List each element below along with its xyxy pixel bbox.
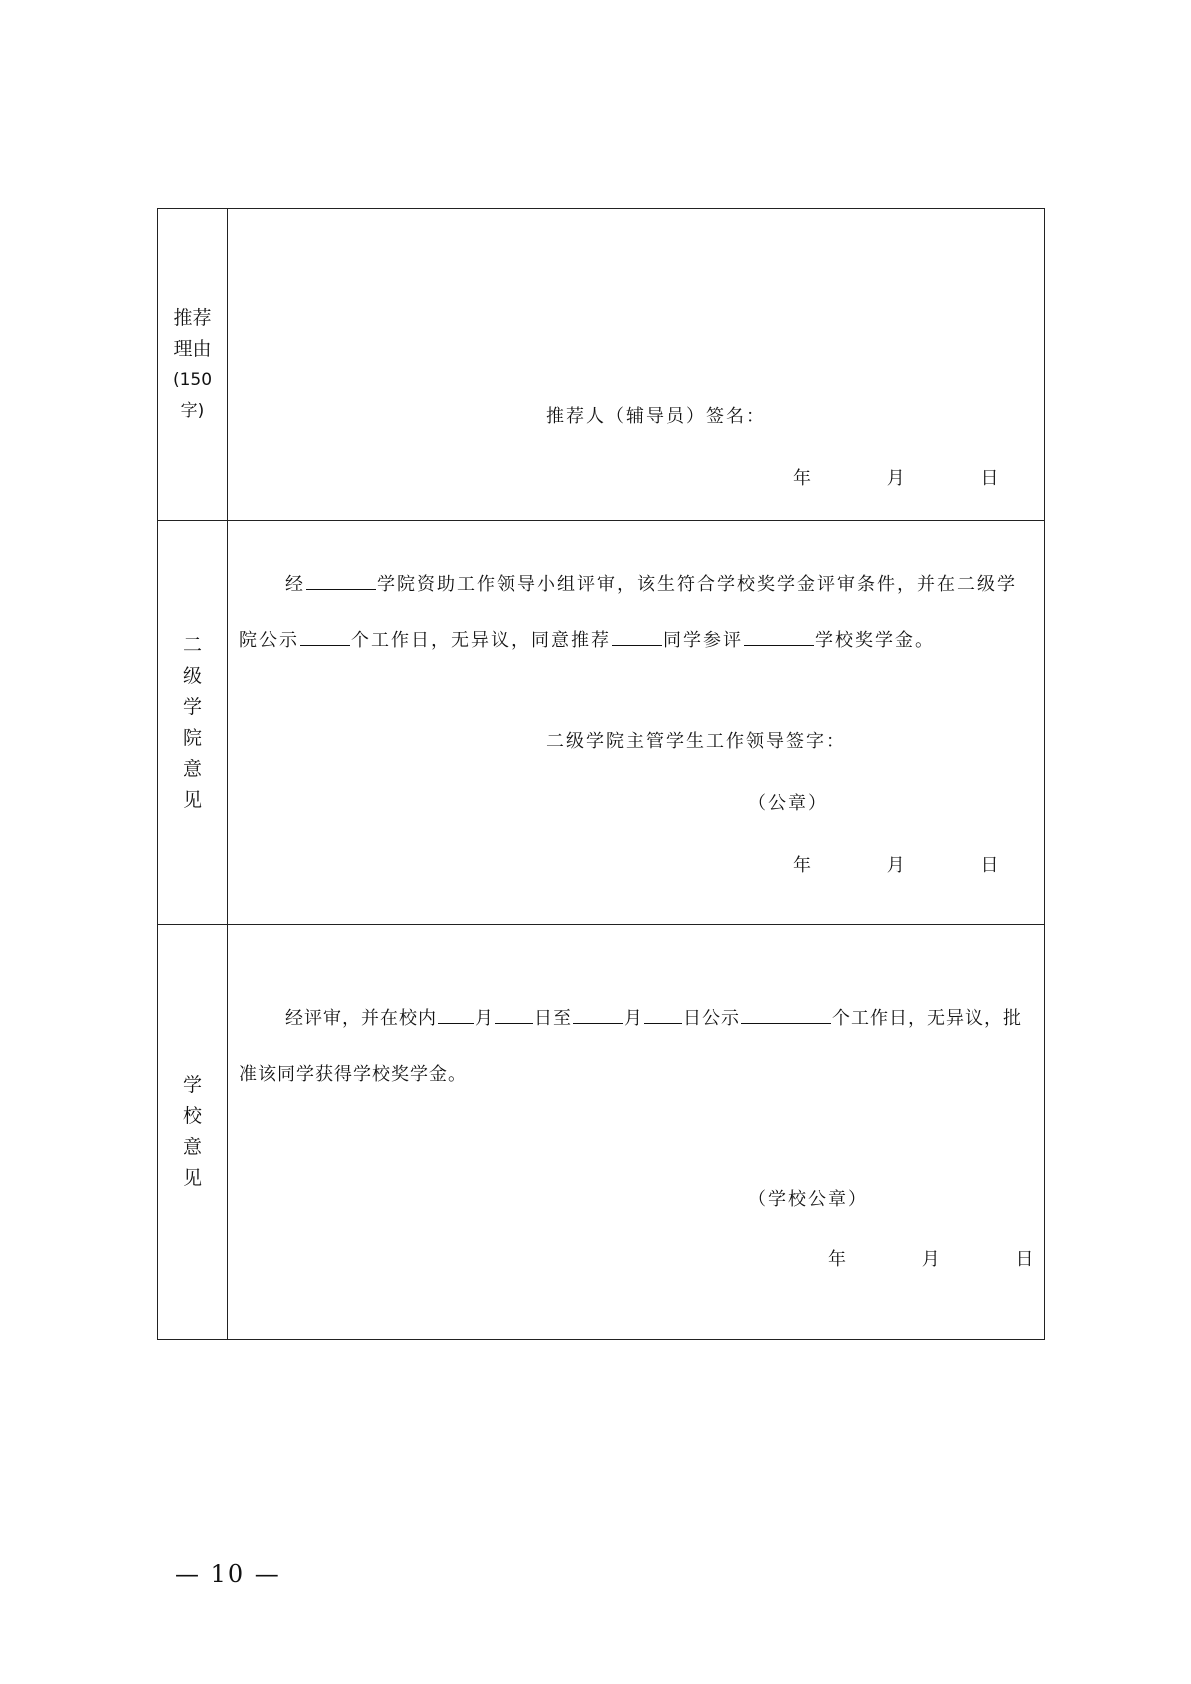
start-day-blank[interactable] [495,1005,533,1024]
school-content-cell [228,925,1044,1339]
college-seal: （公章） [748,793,828,814]
recommend-label-line: 字) [180,400,205,421]
end-day-blank[interactable] [644,1005,682,1024]
text-segment: 个工作日，无异议，同意推荐 [351,630,611,651]
page-number: — 10 — [175,1560,281,1588]
text-segment: 日至 [534,1008,572,1029]
scholarship-form-table [157,208,1045,1340]
text-segment: 月 [624,1008,643,1029]
recommend-label-line: (150 [172,369,213,390]
date-year: 年 [793,468,813,489]
recommend-label-line: 理由 [173,337,212,360]
recommender-signature-label: 推荐人（辅导员）签名： [546,406,766,427]
college-label-char: 院 [182,726,202,749]
school-label-char: 意 [182,1136,202,1158]
recommend-label-line: 推荐 [173,306,212,329]
college-label-char: 见 [182,788,202,811]
college-leader-signature-label: 二级学院主管学生工作领导签字： [546,731,846,752]
college-name-blank[interactable] [306,571,376,590]
school-date [828,1245,1035,1271]
date-day: 日 [980,468,1001,489]
recommend-date [793,464,1000,490]
end-month-blank[interactable] [573,1005,623,1024]
school-label-cell [158,925,228,1339]
college-label-char: 意 [182,757,202,780]
text-segment: 经评审，并在校内 [285,1008,437,1029]
date-month: 月 [886,855,907,876]
college-opinion-row [158,521,1044,925]
student-name-blank[interactable] [612,627,662,646]
school-seal: （学校公章） [748,1189,868,1210]
college-label-char: 级 [182,664,202,687]
workdays-blank[interactable] [300,627,350,646]
recommend-row [158,209,1044,521]
school-opinion-row [158,925,1044,1339]
recommend-content-cell[interactable] [228,209,1044,520]
start-month-blank[interactable] [438,1005,474,1024]
text-segment: 日公示 [683,1008,740,1029]
college-date [793,851,1000,877]
text-segment: 学院资助工作领导小组评审，该生符合学校奖学金评审条件，并在二级学院公示 [239,574,1017,651]
school-workdays-blank[interactable] [741,1005,831,1024]
text-segment: 经 [285,574,305,595]
school-opinion-text [239,991,1036,1103]
date-day: 日 [1015,1249,1036,1270]
text-segment: 月 [475,1008,494,1029]
school-label-char: 学 [182,1074,202,1096]
college-opinion-text [239,557,1036,669]
scholarship-name-blank[interactable] [744,627,814,646]
school-label-char: 见 [182,1167,202,1189]
college-label-cell [158,521,228,924]
date-day: 日 [980,855,1001,876]
text-segment: 学校奖学金。 [815,630,935,651]
college-label-char: 二 [182,633,202,656]
date-year: 年 [828,1249,848,1270]
date-month: 月 [886,468,907,489]
recommend-label-cell [158,209,228,520]
college-label-char: 学 [182,695,202,718]
text-segment: 个工作日，无异议，批准该同学获得学校奖学金。 [239,1008,1022,1085]
school-label-char: 校 [182,1105,202,1127]
college-content-cell [228,521,1044,924]
text-segment: 同学参评 [663,630,743,651]
date-year: 年 [793,855,813,876]
date-month: 月 [921,1249,942,1270]
